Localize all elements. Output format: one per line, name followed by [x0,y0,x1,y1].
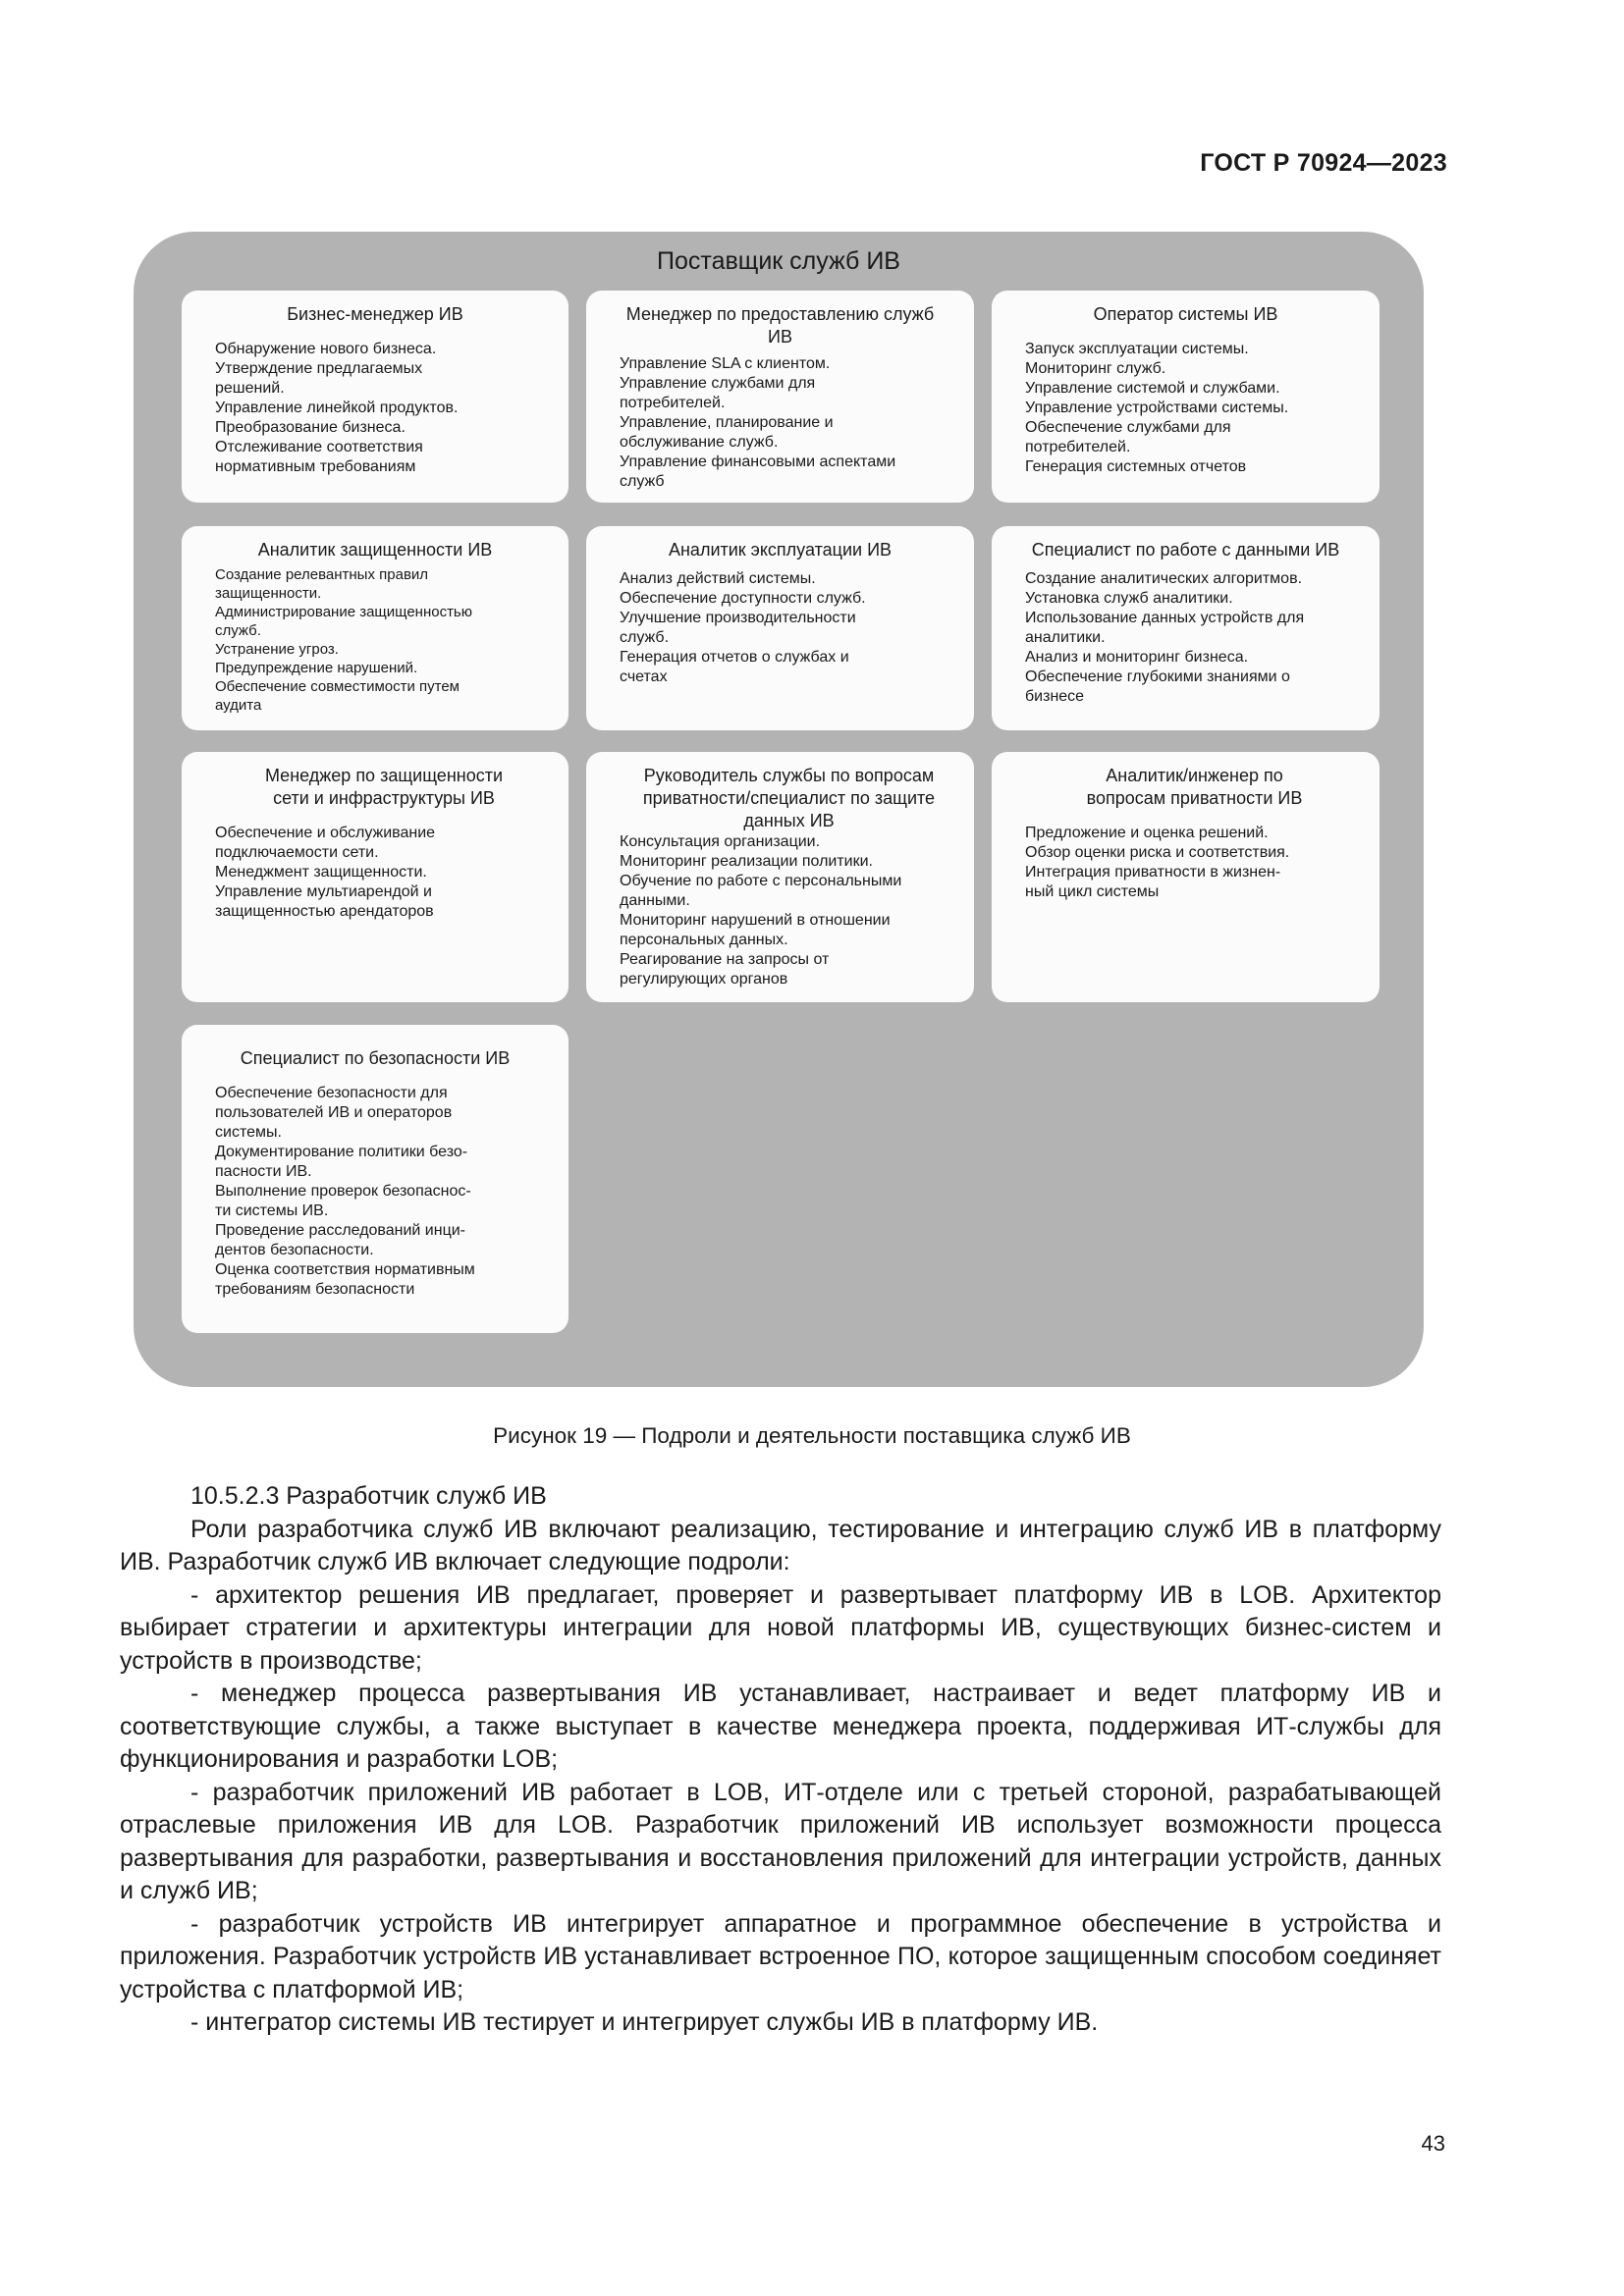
role-activity: аудита [215,697,262,714]
role-title: Специалист по работе с данными ИВ [1031,540,1340,560]
role-activity: системы. [215,1124,282,1141]
role-activity: Анализ действий системы. [620,570,816,587]
role-activity: защищенности. [215,585,322,602]
role-activity: подключаемости сети. [215,844,379,861]
role-title: Аналитик эксплуатации ИВ [668,540,893,560]
role-activity: Обеспечение глубокими знаниями о [1025,668,1290,685]
role-activity: Управление линейкой продуктов. [215,400,459,416]
role-box-privacy-engineer [992,752,1380,1002]
role-activity: Реагирование на запросы от [620,951,830,968]
role-activity: служб. [215,622,261,639]
role-title: Бизнес-менеджер ИВ [287,304,463,324]
list-item: - разработчик приложений ИВ работает в LOB, ИТ-отделе или с третьей стороной, разрабатывающей отраслевые приложения ИВ для LOB. Разработчик приложений ИВ использует возможности процесса развертывания для разработки, развертывания и восстановления приложений для интеграции устройств, данных и служб ИВ; [120,1778,1441,1904]
role-box-safety-specialist [182,1025,568,1333]
role-title: Менеджер по защищенности сети и инфраструктуры ИВ [264,766,504,808]
role-activity: Управление SLA с клиентом. [620,355,831,372]
role-box-system-operator [992,291,1380,503]
role-activity: обслуживание служб. [620,434,779,451]
role-activity: Интеграция приватности в жизнен- [1025,864,1281,881]
role-activity: Выполнение проверок безопаснос- [215,1183,471,1200]
role-activity: Обзор оценки риска и соответствия. [1025,844,1290,861]
role-box-service-delivery-manager [586,291,974,503]
role-activity: регулирующих органов [620,971,788,988]
role-title: Оператор системы ИВ [1093,304,1278,324]
role-activity: Анализ и мониторинг бизнеса. [1025,649,1249,666]
role-activity: ный цикл системы [1025,883,1160,900]
role-activity: Администрирование защищенностью [215,604,473,620]
role-activity: счетах [620,668,668,685]
role-activity: Обнаружение нового бизнеса. [215,341,437,357]
role-title: Руководитель службы по вопросам приватности/специалист по защите данных ИВ [642,766,936,830]
figure-caption: Рисунок 19 — Подроли и деятельности поставщика служб ИВ [493,1423,1131,1448]
document-standard-number: ГОСТ Р 70924—2023 [1200,149,1447,177]
role-activity: Улучшение производительности [620,610,856,626]
role-activity: дентов безопасности. [215,1242,374,1258]
role-activity: Обеспечение доступности служб. [620,590,866,607]
role-activity: ти системы ИВ. [215,1202,329,1219]
list-item: - интегратор системы ИВ тестирует и интегрирует службы ИВ в платформу ИВ. [190,2008,1099,2036]
role-activity: Обучение по работе с персональными [620,873,902,889]
role-box-network-security-manager [182,752,568,1002]
role-box-business-manager [182,291,568,503]
role-activity: Обеспечение службами для [1025,419,1231,436]
role-activity: Обеспечение и обслуживание [215,825,436,841]
role-activity: Генерация отчетов о службах и [620,649,849,666]
role-activity: Утверждение предлагаемых [215,360,423,377]
role-activity: требованиям безопасности [215,1281,415,1298]
role-activity: потребителей. [620,395,726,411]
figure-diagram [134,232,1424,1387]
role-activity: Создание аналитических алгоритмов. [1025,570,1303,587]
role-activity: Управление службами для [620,375,816,392]
role-activity: Документирование политики безо- [215,1144,468,1160]
role-activity: Преобразование бизнеса. [215,419,406,436]
role-title: Специалист по безопасности ИВ [240,1048,511,1068]
role-activity: Управление устройствами системы. [1025,400,1289,416]
list-item: - архитектор решения ИВ предлагает, проверяет и развертывает платформу ИВ в LOB. Архитектор выбирает стратегии и архитектуры интеграции для новой платформы ИВ, существующих бизнес-систем и устройств в производстве; [120,1580,1441,1675]
role-activity: Управление финансовыми аспектами [620,454,896,470]
role-title: Аналитик/инженер по вопросам приватности ИВ [1086,766,1303,808]
role-activity: Мониторинг реализации политики. [620,853,873,870]
role-box-data-specialist [992,526,1380,730]
body-text [120,1480,1441,2040]
role-activity: пользователей ИВ и операторов [215,1104,453,1121]
role-activity: Проведение расследований инци- [215,1222,466,1239]
role-activity: Обеспечение безопасности для [215,1085,448,1101]
list-item: - менеджер процесса развертывания ИВ устанавливает, настраивает и ведет платформу ИВ и соответствующие службы, а также выступает в качестве менеджера проекта, поддерживая ИТ-службы для функционирования и разработки LOB; [120,1680,1441,1773]
role-activity: Генерация системных отчетов [1025,458,1247,475]
role-activity: Менеджмент защищенности. [215,864,427,881]
role-activity: Оценка соответствия нормативным [215,1261,475,1278]
role-activity: Отслеживание соответствия [215,439,423,455]
role-box-operations-analyst [586,526,974,730]
intro-paragraph: Роли разработчика служб ИВ включают реализацию, тестирование и интеграцию служб ИВ в платформу ИВ. Разработчик служб ИВ включает следующие подроли: [120,1515,1441,1575]
role-activity: Запуск эксплуатации системы. [1025,341,1249,357]
role-activity: Управление системой и службами. [1025,380,1280,397]
role-activity: Мониторинг служб. [1025,360,1166,377]
role-activity: Предложение и оценка решений. [1025,825,1269,841]
page-number: 43 [1421,2131,1445,2156]
role-box-security-analyst [182,526,568,730]
role-activity: нормативным требованиям [215,458,416,475]
role-activity: решений. [215,380,285,397]
section-heading: 10.5.2.3 Разработчик служб ИВ [190,1482,547,1510]
role-activity: Предупреждение нарушений. [215,660,418,676]
role-activity: служб. [620,629,670,646]
role-activity: служб [620,473,665,490]
role-activity: пасности ИВ. [215,1163,312,1180]
role-title: Менеджер по предоставлению служб ИВ [625,304,935,347]
role-activity: данными. [620,892,690,909]
role-activity: Использование данных устройств для [1025,610,1305,626]
role-activity: Создание релевантных правил [215,566,429,583]
role-title: Аналитик защищенности ИВ [257,540,493,560]
role-activity: Установка служб аналитики. [1025,590,1233,607]
role-box-privacy-officer [586,752,974,1002]
role-activity: Управление, планирование и [620,414,834,431]
role-activity: Управление мультиарендой и [215,883,432,900]
role-activity: Обеспечение совместимости путем [215,678,460,695]
list-item: - разработчик устройств ИВ интегрирует аппаратное и программное обеспечение в устройства и приложения. Разработчик устройств ИВ устанавливает встроенное ПО, которое защищенным способом соединяет устройства с платформой ИВ; [120,1909,1441,2003]
role-activity: потребителей. [1025,439,1131,455]
role-activity: Мониторинг нарушений в отношении [620,912,891,929]
role-activity: бизнесе [1025,688,1085,705]
role-activity: Устранение угроз. [215,641,339,658]
role-activity: аналитики. [1025,629,1106,646]
figure-title: Поставщик служб ИВ [657,247,900,275]
role-activity: Консультация организации. [620,833,821,850]
role-activity: персональных данных. [620,932,788,948]
role-activity: защищенностью арендаторов [215,903,434,920]
